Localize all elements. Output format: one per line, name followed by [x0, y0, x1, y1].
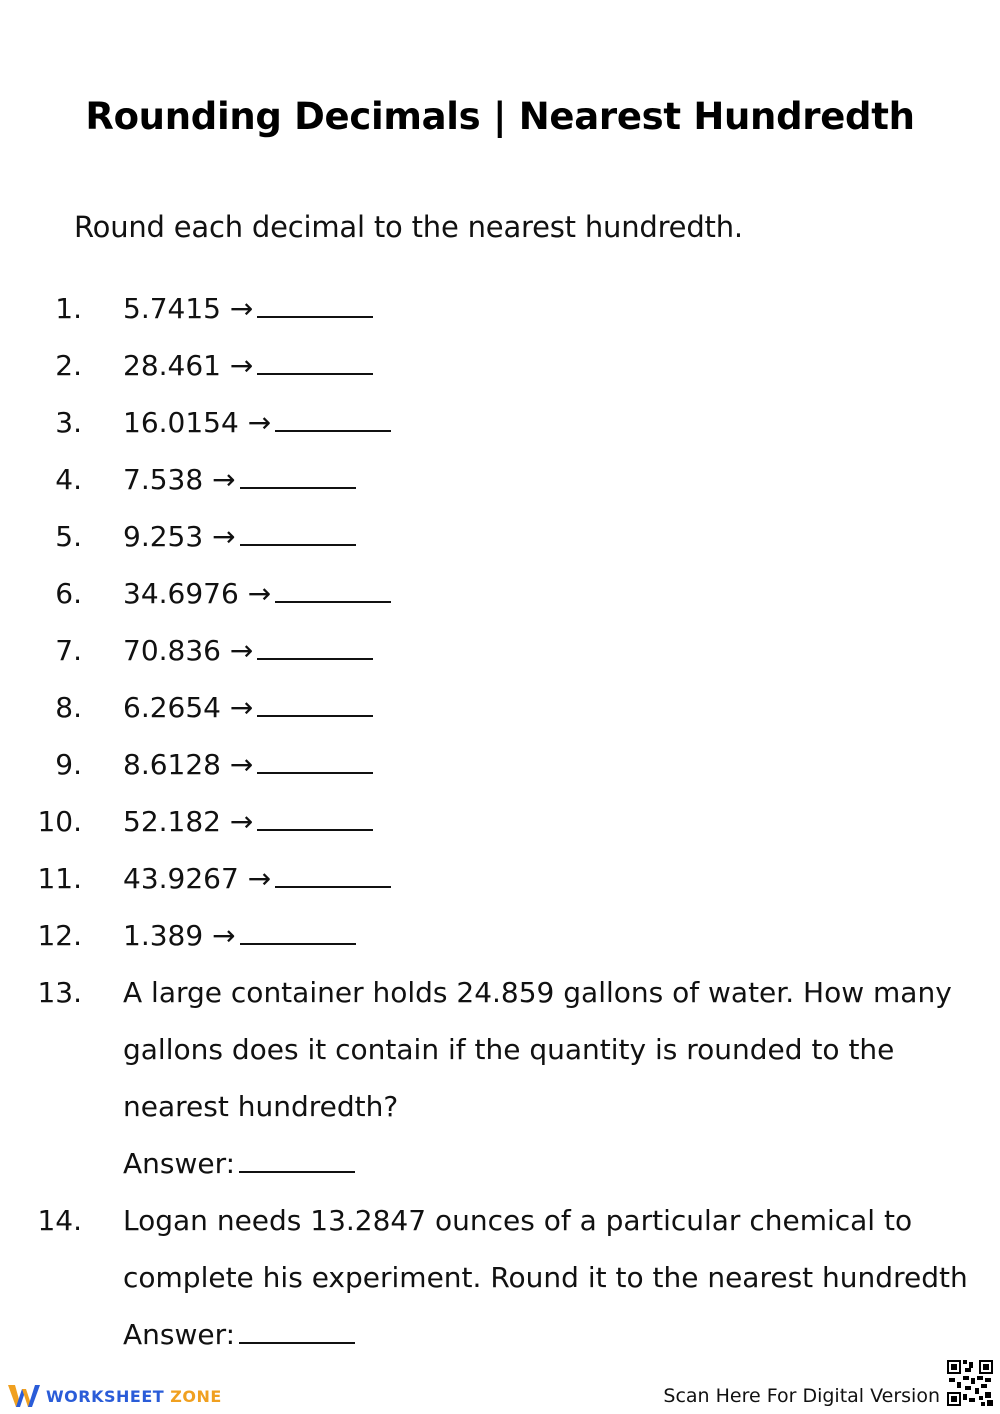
question-item [0, 679, 960, 736]
arrow-icon: → [212, 520, 236, 553]
question-item [0, 280, 960, 337]
arrow-icon: → [229, 292, 254, 325]
question-item [0, 850, 960, 907]
w-logo-icon [8, 1383, 40, 1409]
arrow-icon: → [229, 691, 254, 724]
question-value: 16.0154 [123, 406, 239, 439]
question-number: 4. [55, 463, 82, 496]
answer-blank[interactable] [240, 465, 356, 489]
question-value: 6.2654 [123, 691, 221, 724]
question-number: 7. [55, 634, 82, 667]
question-item [0, 394, 960, 451]
question-value: 9.253 [123, 520, 204, 553]
question-number: 5. [55, 520, 82, 553]
arrow-icon: → [247, 577, 272, 610]
qr-code-icon[interactable] [947, 1360, 993, 1406]
arrow-icon: → [229, 748, 254, 781]
arrow-icon: → [229, 805, 254, 838]
scan-text: Scan Here For Digital Version [663, 1385, 940, 1407]
question-item [0, 337, 960, 394]
question-value: 34.6976 [123, 577, 239, 610]
question-number: 2. [55, 349, 82, 382]
answer-blank[interactable] [257, 351, 373, 375]
question-item [0, 565, 960, 622]
question-value: 52.182 [123, 805, 221, 838]
answer-blank[interactable] [257, 693, 373, 717]
question-number: 13. [37, 976, 82, 1009]
arrow-icon: → [247, 862, 272, 895]
brand-name: WORKSHEET ZONE [46, 1386, 222, 1406]
problem-text-line: nearest hundredth? [123, 1090, 399, 1123]
answer-blank[interactable] [275, 864, 391, 888]
arrow-icon: → [229, 349, 254, 382]
worksheet-title: Rounding Decimals | Nearest Hundredth [85, 95, 915, 138]
question-number: 6. [55, 577, 82, 610]
question-number: 12. [37, 919, 82, 952]
arrow-icon: → [229, 634, 254, 667]
question-item [0, 736, 960, 793]
answer-blank[interactable] [275, 579, 391, 603]
answer-blank[interactable] [275, 408, 391, 432]
arrow-icon: → [247, 406, 272, 439]
arrow-icon: → [212, 463, 236, 496]
instructions: Round each decimal to the nearest hundredth. [74, 210, 743, 244]
problem-text-line: complete his experiment. Round it to the nearest hundredth [123, 1261, 968, 1294]
answer-blank[interactable] [240, 522, 356, 546]
problem-text-line: A large container holds 24.859 gallons of water. How many [123, 976, 952, 1009]
question-item [0, 793, 960, 850]
question-item [0, 907, 960, 964]
question-number: 9. [55, 748, 82, 781]
question-item [0, 622, 960, 679]
answer-blank[interactable] [257, 294, 373, 318]
question-value: 7.538 [123, 463, 204, 496]
answer-blank[interactable] [257, 807, 373, 831]
answer-blank[interactable] [257, 750, 373, 774]
question-value: 1.389 [123, 919, 204, 952]
word-problem [0, 1192, 968, 1363]
question-value: 70.836 [123, 634, 221, 667]
question-number: 11. [37, 862, 82, 895]
question-value: 28.461 [123, 349, 221, 382]
question-number: 8. [55, 691, 82, 724]
worksheetzone-logo[interactable] [8, 1383, 222, 1409]
answer-blank[interactable] [239, 1149, 355, 1173]
answer-label: Answer: [123, 1147, 236, 1180]
question-value: 8.6128 [123, 748, 221, 781]
question-value: 5.7415 [123, 292, 221, 325]
question-number: 1. [55, 292, 82, 325]
answer-blank[interactable] [239, 1320, 355, 1344]
question-number: 10. [37, 805, 82, 838]
answer-blank[interactable] [257, 636, 373, 660]
arrow-icon: → [212, 919, 236, 952]
question-item [0, 451, 960, 508]
answer-label: Answer: [123, 1318, 236, 1351]
question-item [0, 508, 960, 565]
answer-blank[interactable] [240, 921, 356, 945]
question-number: 14. [37, 1204, 82, 1237]
question-number: 3. [55, 406, 82, 439]
problem-text-line: Logan needs 13.2847 ounces of a particular chemical to [123, 1204, 913, 1237]
problem-text-line: gallons does it contain if the quantity is rounded to the [123, 1033, 895, 1066]
question-value: 43.9267 [123, 862, 239, 895]
word-problem [0, 964, 960, 1192]
